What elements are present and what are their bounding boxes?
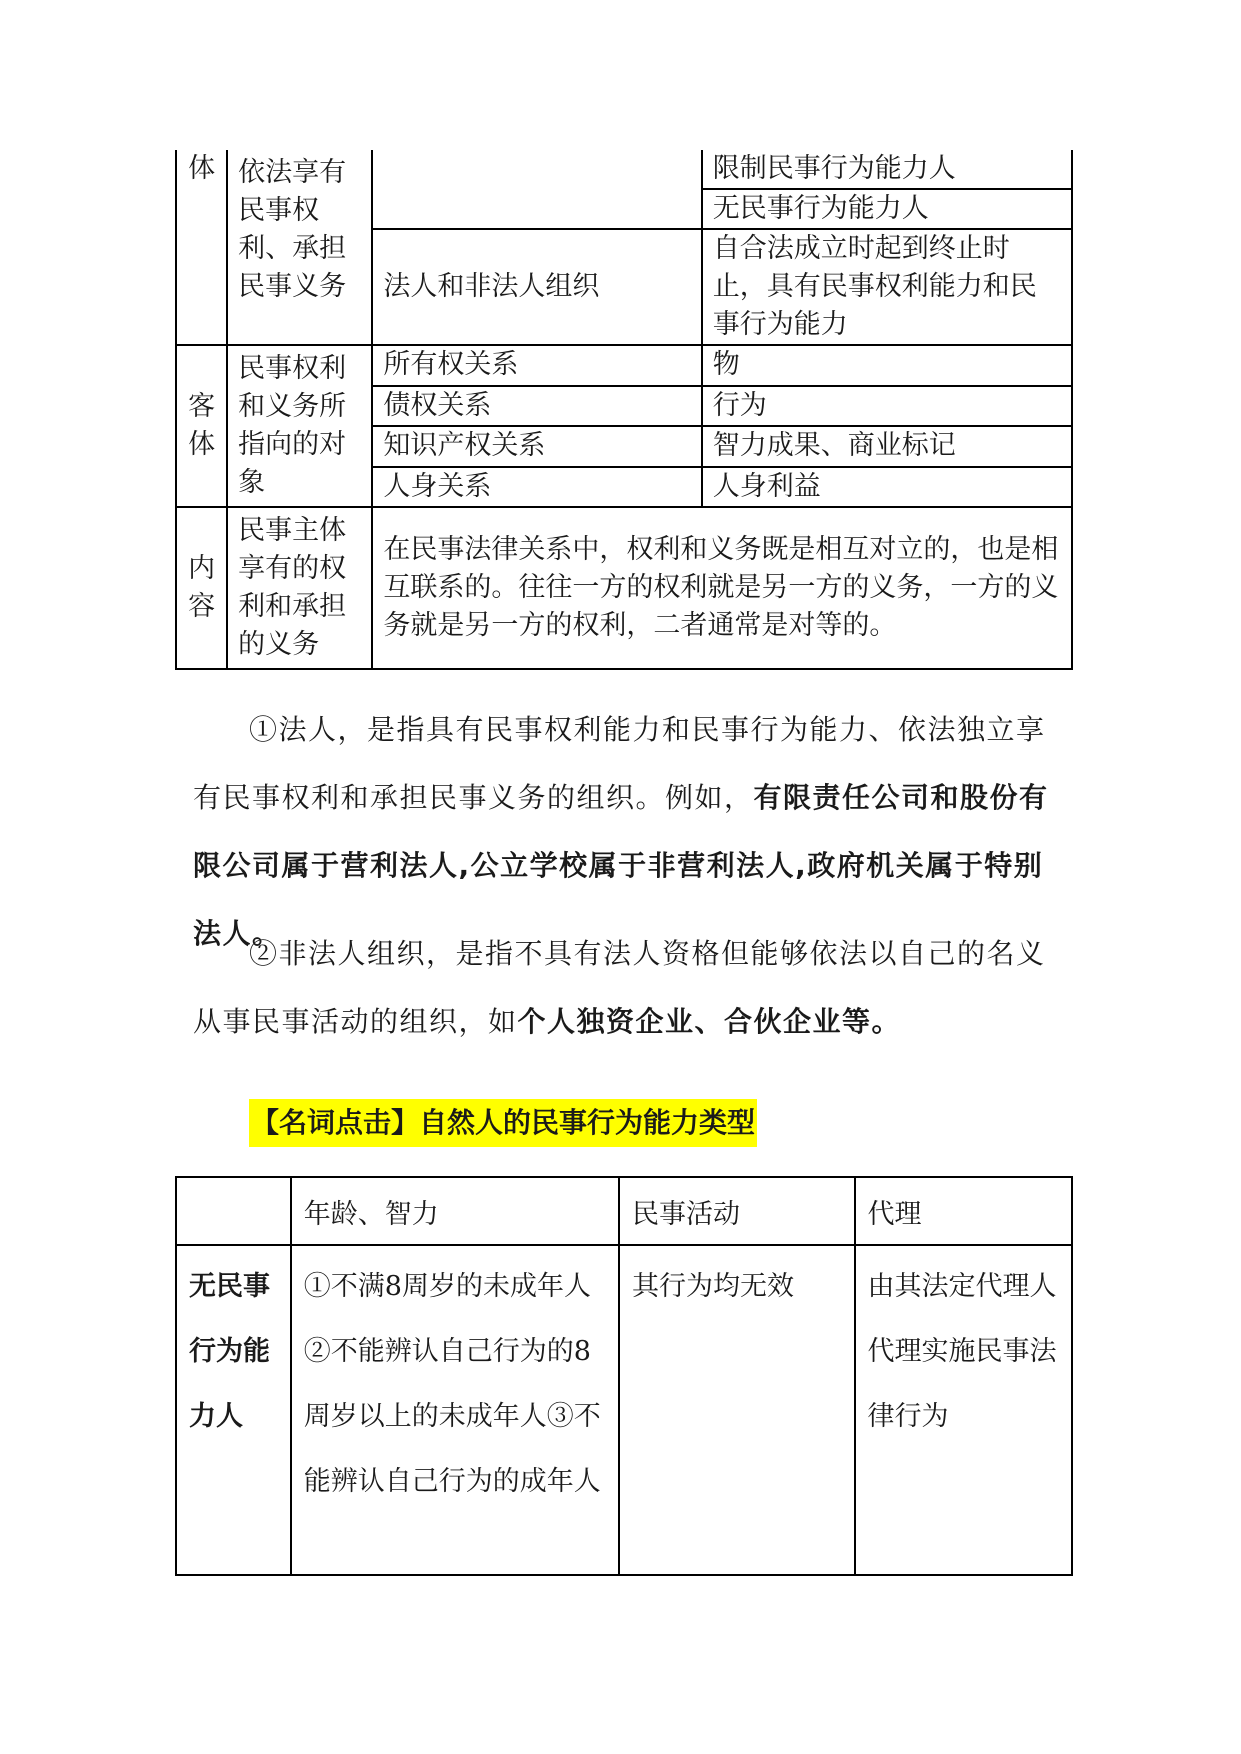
subject-legal-person-desc: 自合法成立时起到终止时止，具有民事权利能力和民事行为能力 <box>702 229 1072 345</box>
header-cell: 民事活动 <box>619 1177 855 1245</box>
capacity-type-table <box>175 1176 1073 1576</box>
object-target-cell: 智力成果、商业标记 <box>702 426 1072 467</box>
object-target-cell: 物 <box>702 345 1072 386</box>
para2-bold: 个人独资企业、合伙企业等。 <box>517 1005 902 1038</box>
subject-row1-cell: 限制民事行为能力人 <box>702 150 1072 189</box>
content-text: 在民事法律关系中，权利和义务既是相互对立的，也是相互联系的。往往一方的权利就是另一方的义务，一方的义务就是另一方的权利，二者通常是对等的。 <box>372 507 1072 669</box>
subject-desc: 依法享有民事权利、承担民事义务 <box>227 150 372 345</box>
object-target-cell: 人身利益 <box>702 467 1072 508</box>
paragraph-unincorporated <box>193 920 1063 1056</box>
age-cell: ①不满8周岁的未成年人②不能辨认自己行为的8周岁以上的未成年人③不能辨认自己行为的成年人 <box>291 1245 619 1575</box>
subject-row2-cell: 无民事行为能力人 <box>702 189 1072 229</box>
section-heading: 【名词点击】自然人的民事行为能力类型 <box>249 1099 757 1147</box>
subject-legal-person-cell: 法人和非法人组织 <box>372 229 701 345</box>
object-target-cell: 行为 <box>702 386 1072 427</box>
object-label: 客体 <box>176 345 227 507</box>
subject-natural-person-cell <box>372 150 701 229</box>
para1-bold: 有限责任公司和股份有限公司属于营利法人,公立学校属于非营利法人,政府机关属于特别法人。 <box>193 781 1049 950</box>
para1-text: ①法人，是指具有民事权利能力和民事行为能力、依法独立享有民事权利和承担民事义务的组织。例如， <box>193 713 1046 814</box>
type-cell: 无民事行为能力人 <box>176 1245 291 1575</box>
object-relation-cell: 知识产权关系 <box>372 426 701 467</box>
content-desc: 民事主体享有的权利和承担的义务 <box>227 507 372 669</box>
para2-text: ②非法人组织，是指不具有法人资格但能够依法以自己的名义从事民事活动的组织，如 <box>193 937 1046 1038</box>
legal-relation-table <box>175 150 1073 670</box>
object-relation-cell: 债权关系 <box>372 386 701 427</box>
agency-cell: 由其法定代理人代理实施民事法律行为 <box>855 1245 1072 1575</box>
content-label: 内容 <box>176 507 227 669</box>
activity-cell: 其行为均无效 <box>619 1245 855 1575</box>
header-cell: 代理 <box>855 1177 1072 1245</box>
object-relation-cell: 人身关系 <box>372 467 701 508</box>
header-cell: 年龄、智力 <box>291 1177 619 1245</box>
object-desc: 民事权利和义务所指向的对象 <box>227 345 372 507</box>
header-cell <box>176 1177 291 1245</box>
object-relation-cell: 所有权关系 <box>372 345 701 386</box>
subject-label: 体 <box>176 150 227 345</box>
